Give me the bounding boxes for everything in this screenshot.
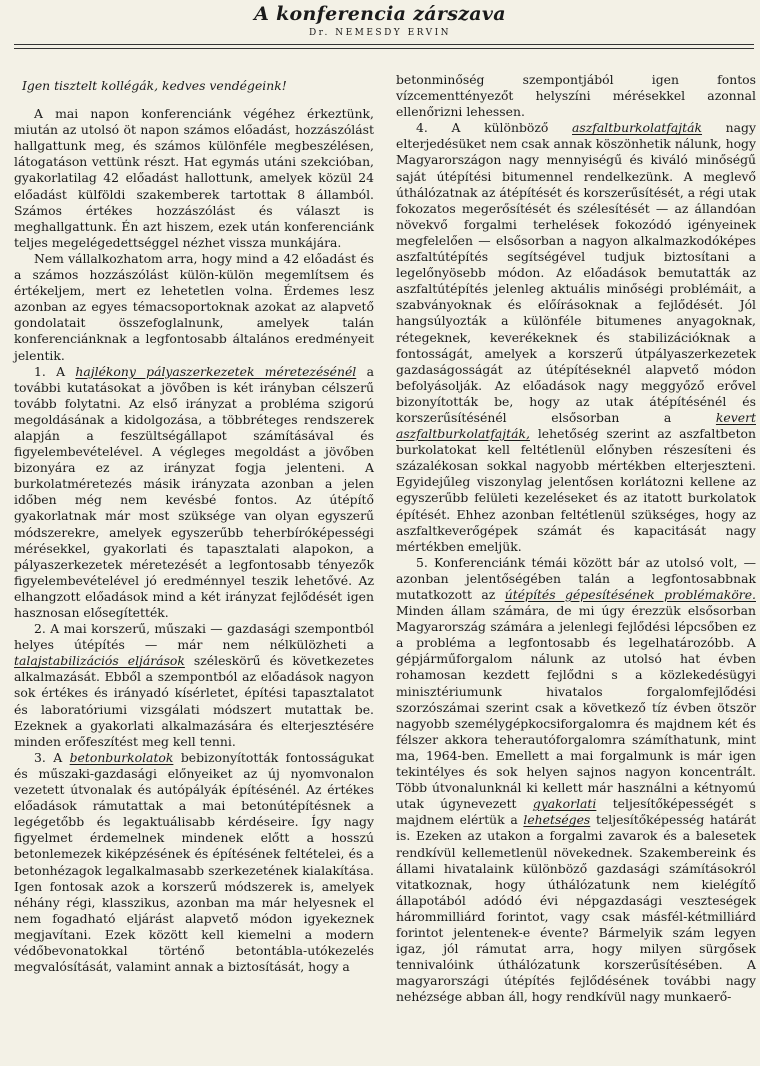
emphasis: lehetséges (523, 812, 591, 828)
emphasis: útépítés gépesítésének problémaköre. (504, 587, 756, 602)
header-rule-bottom (14, 48, 754, 49)
paragraph: A mai napon konferenciánk végéhez érkeztünk, miután az utolsó öt napon számos előadást, hozzászólást hallgattunk meg, és számos különféle megbeszélésen, látogatáson vettünk részt. Hat egymás utáni szekcióban, gyakorlatilag 42 előadást hallottunk, amelyek közül 24 előadást külföldi szakemberek tartottak 8 államból. Számos értékes hozzászólást és választ is meghallgattunk. Én azt hiszem, ezek után konferenciánk teljes megelégedettséggel nézhet vissza munkájára. (14, 106, 374, 250)
paragraph: Nem vállalkozhatom arra, hogy mind a 42 előadást és a számos hozzászólást külön-külön megemlítsem és értékeljem, mert ez lehetetlen volna. Érdemes lesz azonban az egyes témacsoportoknak azokat az alapvető gondolatait összefoglalnunk, amelyek talán konferenciánknak a legfontosabb általános eredményeit jelentik. (14, 250, 374, 363)
paragraph-point-3: 3. A betonburkolatok bebizonyították fontosságukat és műszaki-gazdasági előnyeiket az új nyomvonalon vezetett útvonalak és autópályák építésénél. Az értékes előadások rámutattak a mai betonútépítésnek a legégetőbb és legaktuálisabb kérdéseire. Így nagy figyelmet érdemelnek mindenek előtt a hosszú betonlemezek kiképzésének és építésének feltételei, és a betonhézagok legalkalmasabb szerkezetének kialakítása. Igen fontosak azok a korszerű módszerek is, amelyek néhány régi, klasszikus, azonban ma már helyesnek el nem fogadható eljárást alapvető módon igyekeznek megjavítani. Ezek között kell kiemelni a modern védőbevonatokkal történő betontábla-utókezelés megvalósítását, valamint annak a biztosítását, hogy a (14, 749, 374, 975)
emphasis: kevert aszfaltburkolatfajták, (396, 409, 756, 442)
emphasis: talajstabilizációs eljárások (14, 653, 185, 669)
emphasis: aszfaltburkolatfajták (572, 120, 703, 136)
paragraph-point-1: 1. A hajlékony pályaszerkezetek méretezésénél a további kutatásokat a jövőben is két irányban célszerű tovább folytatni. Az első irányzat a probléma szigorú megoldásának a kidolgozása, a többréteges rendszerek alapján a feszültségállapot számításával és figyelembevételével. A végleges megoldást a jövőben bizonyára ez az irányzat fogja jelenteni. A burkolatméretezés másik irányzata azonban a jelen időben még nem kevésbé fontos. Az útépítő gyakorlatnak már most szüksége van olyan egyszerű módszerekre, amelyek egyszerűbb teherbíróképességi mérésekkel, gyakorlati és tapasztalati alapokon, a pályaszerkezetek méretezését a legfontosabb tényezők figyelembevételével jó eredménnyel teszik lehetővé. Az elhangzott előadások mind a két irányzat fejlődését igen hasznosan elősegítették. (14, 363, 374, 620)
emphasis: gyakorlati (532, 796, 597, 812)
emphasis: hajlékony pályaszerkezetek méretezésénél (75, 363, 357, 379)
paragraph-point-4: 4. A különböző aszfaltburkolatfajták nagy elterjedésüket nem csak annak köszönhetik nálunk, hogy Magyarországon nagy mennyiségű és kiváló minőségű saját útépítési bitumennel rendelkezünk. A meglevő úthálózatnak az átépítését és korszerűsítését, a régi utak fokozatos megerősítését és szélesítését — az állandóan növekvő forgalmi terhelések fokozódó igényeinek megfelelően — elsősorban a nagyon alkalmazkodóképes aszfaltútépítés segítségével tudjuk biztosítani a legelőnyösebb módon. Az előadások bemutatták az aszfaltútépítés jelenleg aktuális minőségi problémáit, a szabványoknak és előírásoknak a fejlődését. Jól hangsúlyozták a különféle bitumenes anyagoknak, rétegeknek, keverékeknek és stabilizációknak a fontosságát, amelyek a korszerű útpályaszerkezetek gazdaságosságát az útépítéseknél alapvető módon befolyásolják. Az előadások nagy meggyőző erővel bizonyították be, hogy az utak átépítésénél és korszerűsítésénél elsősorban a kevert aszfaltburkolatfajták, lehetőség szerint az aszfaltbeton burkolatokat kell feltétlenül előnyben részesíteni és százalékosan sokkal nagyobb mértékben elterjeszteni. Egyidejűleg viszonylag jelentősen korlátozni kellene az egyszerűbb felületi kezeléseket és az itatott burkolatok építését. Ehhez azonban feltétlenül szükséges, hogy az aszfaltkeverőgépek számát és kapacitását nagy mértékben emeljük. (396, 120, 756, 554)
paragraph-continued: betonminőség szempontjából igen fontos vízcementtényezőt helyszíni mérésekkel azonnal ellenőrizni lehessen. (396, 72, 756, 120)
emphasis: betonburkolatok (69, 749, 174, 765)
left-column (14, 78, 374, 1066)
header-rule-top (14, 44, 754, 45)
paragraph-point-5: 5. Konferenciánk témái között bár az utolsó volt, — azonban jelentőségében talán a legfontosabbnak mutatkozott az útépítés gépesítésének problémaköre. Minden állam számára, de mi úgy érezzük elsősorban Magyarország számára a jelenlegi fejlődési lépcsőben ez a probléma a legfontosabb és legelhatározóbb. A gépjárműforgalom nálunk az utolsó hat évben rohamosan kezdett fejlődni s a közlekedésügyi minisztériumunk hivatalos forgalomfejlődési szorzószámai szerint csak a következő tíz évben ötször nagyobb személygépkocsiforgalomra és majdnem két és félszer akkora teherautóforgalomra számíthatunk, mint ma, 1964-ben. Emellett a mai forgalmunk is már igen tekintélyes és sok helyen sajnos nagyon koncentrált. Több útvonalunknál ki kellett már használni a kétnyomú utak úgynevezett gyakorlati teljesítőképességét s majdnem elértük a lehetséges teljesítőképesség határát is. Ezeken az utakon a forgalmi zavarok és a balesetek rendkívül kellemetlenül növekednek. Szakembereink és állami hivatalaink különböző gazdasági számításokról vitatkoznak, hogy úthálózatunk nem kielégítő állapotából adódó évi népgazdasági veszteségek hárommilliárd forintot, vagy csak másfél-kétmilliárd forintot jelentenek-e évente? Bármelyik szám legyen igaz, jól rámutat arra, hogy milyen sürgősek tennivalóink úthálózatunk korszerűsítésében. A magyarországi útépítés fejlődésének további nagy nehézsége abban áll, hogy rendkívül nagy munkaerő- (396, 554, 756, 1005)
article-title: A konferencia zárszava (254, 3, 506, 25)
author-name: Dr. NEMESDY ERVIN (308, 28, 452, 38)
paragraph-point-2: 2. A mai korszerű, műszaki — gazdasági szempontból helyes útépítés — már nem nélkülözheti a talajstabilizációs eljárások széleskörű és következetes alkalmazását. Ebből a szempontból az előadások nagyon sok értékes és irányadó kísérletet, építési tapasztalatot és laboratóriumi vizsgálati módszert mutattak be. Ezeknek a gyakorlati alkalmazására és elterjesztésére minden erőfeszítést meg kell tenni. (14, 621, 374, 749)
right-column (396, 72, 756, 1066)
salutation: Igen tisztelt kollégák, kedves vendégeink! (22, 78, 287, 93)
